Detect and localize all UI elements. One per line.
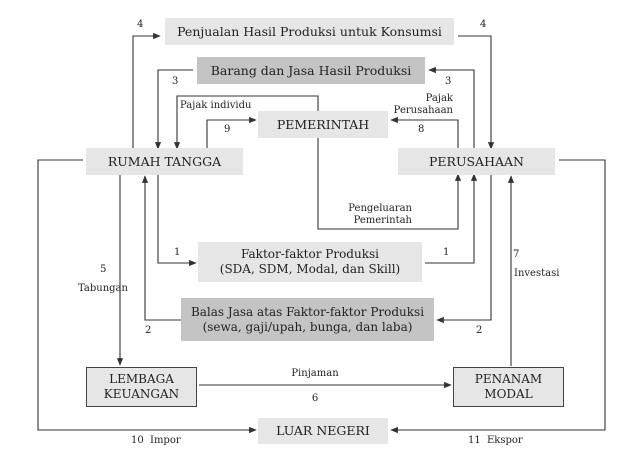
pemerintah-text: PEMERINTAH (276, 116, 370, 132)
number-11: 11 (468, 435, 481, 446)
number-9: 9 (224, 124, 231, 135)
pemerintah-box (258, 111, 388, 138)
faktor-produksi-line2: (SDA, SDM, Modal, dan Skill) (219, 262, 401, 276)
number-8: 8 (418, 124, 425, 135)
balas-jasa-line1: Balas Jasa atas Faktor-faktor Produksi (190, 304, 425, 319)
faktor-produksi-line1: Faktor-faktor Produksi (241, 247, 379, 261)
label-pajak-individu: Pajak individu (180, 100, 252, 111)
penanam-modal-line2: MODAL (484, 387, 533, 401)
number-4-right: 4 (480, 19, 487, 30)
balas-jasa-line2: (sewa, gaji/upah, bunga, dan laba) (202, 319, 413, 334)
number-3-left: 3 (172, 76, 179, 87)
luar-negeri-box (258, 418, 388, 444)
number-3-right: 3 (445, 76, 452, 87)
number-2-left: 2 (145, 325, 152, 336)
number-1-right: 1 (443, 247, 450, 258)
label-pengeluaran-line1: Pengeluaran (348, 203, 412, 214)
faktor-produksi-box (198, 242, 422, 282)
perusahaan-box (398, 148, 555, 175)
barang-jasa-box (197, 57, 425, 84)
penjualan-hasil-produksi-box (165, 18, 454, 45)
penanam-modal-line1: PENANAM (474, 372, 543, 386)
luar-negeri-text: LUAR NEGERI (276, 423, 370, 439)
number-7: 7 (513, 249, 520, 260)
arrow-8-pajak-perusahaan (391, 120, 458, 149)
label-pinjaman: Pinjaman (291, 368, 339, 379)
barang-jasa-text: Barang dan Jasa Hasil Produksi (210, 62, 412, 78)
number-10: 10 (131, 435, 144, 446)
lembaga-keuangan-line1: LEMBAGA (109, 372, 174, 386)
number-2-right: 2 (476, 325, 483, 336)
number-4-left: 4 (137, 19, 144, 30)
lembaga-keuangan-box (86, 367, 197, 407)
label-pajak-perusahaan (385, 93, 453, 117)
label-pajak-perusahaan-line1: Pajak (425, 93, 453, 104)
arrow-4-left (133, 36, 160, 150)
label-pajak-perusahaan-line2: Perusahaan (393, 105, 453, 116)
penanam-modal-box (453, 367, 564, 407)
rumah-tangga-text: RUMAH TANGGA (107, 153, 222, 169)
label-impor: Impor (150, 435, 181, 446)
rumah-tangga-box (86, 148, 243, 175)
label-ekspor: Ekspor (487, 435, 523, 446)
label-pengeluaran-line2: Pemerintah (353, 215, 412, 226)
number-1-left: 1 (174, 247, 181, 258)
perusahaan-text: PERUSAHAAN (429, 153, 524, 169)
label-investasi: Investasi (514, 268, 560, 279)
balas-jasa-box (181, 298, 434, 341)
number-6: 6 (311, 393, 319, 404)
label-tabungan: Tabungan (78, 283, 128, 294)
penjualan-hasil-produksi-text: Penjualan Hasil Produksi untuk Konsumsi (177, 23, 442, 39)
label-pengeluaran-pemerintah (330, 203, 412, 227)
number-5: 5 (100, 264, 107, 275)
lembaga-keuangan-line2: KEUANGAN (103, 387, 180, 401)
arrow-1-right (425, 174, 474, 263)
arrow-9-pajak-individu (207, 120, 256, 150)
